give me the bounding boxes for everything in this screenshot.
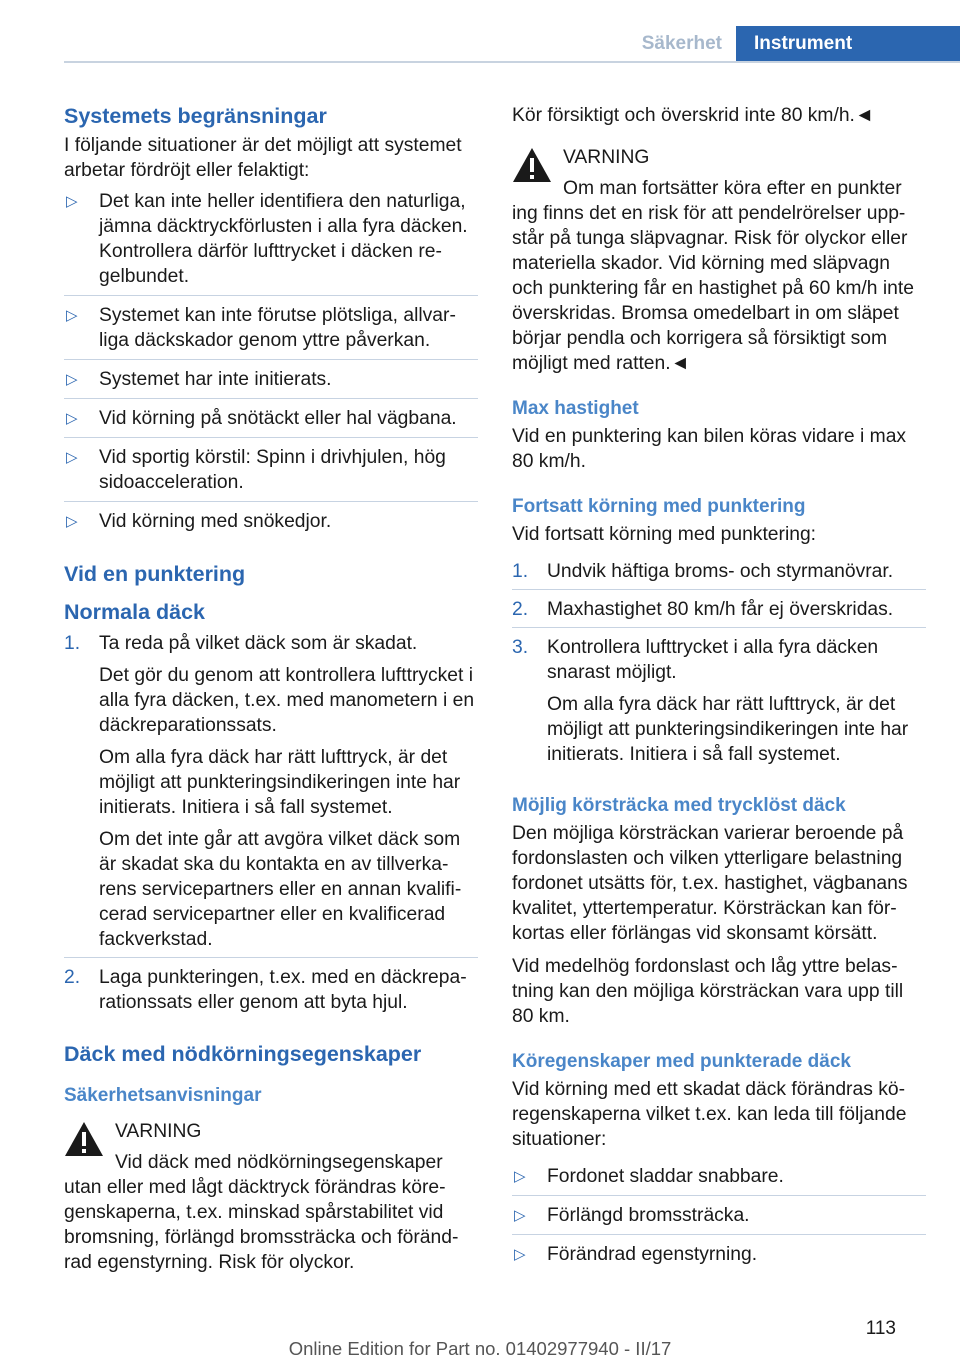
warning-triangle-icon <box>64 1121 104 1157</box>
heading-safety: Säkerhetsanvisningar <box>64 1085 262 1106</box>
header-divider <box>64 61 960 63</box>
continue-steps-list <box>512 559 926 773</box>
warning-text: Vid däck med nödkörningsegenskaper <box>115 1152 443 1173</box>
list-item: ▷ Det kan inte heller identifiera den naturliga, jämna däcktryckförlusten i alla fyra däcken. Kontrollera därför lufttrycket i däcken regelbundet. <box>64 189 478 296</box>
limits-intro: I följande situationer är det möjligt att systemet arbetar fördröjt eller felaktigt: <box>64 135 462 181</box>
list-item: ▷ Fordonet sladdar snabbare. <box>512 1164 926 1196</box>
handling-list <box>512 1164 926 1274</box>
right-column <box>512 101 926 1281</box>
triangle-bullet-icon: ▷ <box>66 513 78 530</box>
tab-sakerhet[interactable]: Säkerhet <box>641 33 722 54</box>
triangle-bullet-icon: ▷ <box>66 193 78 210</box>
max-speed-text: Vid en punktering kan bilen köras vidare i max 80 km/h. <box>512 426 907 472</box>
triangle-bullet-icon: ▷ <box>66 307 78 324</box>
heading-continue-driving: Fortsatt körning med punktering <box>512 496 806 517</box>
heading-possible-distance: Möjlig körsträcka med trycklöst däck <box>512 795 846 816</box>
drive-careful-text: Kör försiktigt och överskrid inte 80 km/h.◄ <box>512 105 874 126</box>
warning-text: Om man fortsätter köra efter en punkter <box>563 178 902 199</box>
numbered-item: 1. Ta reda på vilket däck som är skadat. Det gör du genom att kontrollera lufttrycket i alla fyra däcken, t.ex. med manometern i en däckreparationssats. Om alla fyra däck har rätt lufttryck, är det möjligt att punkteringsindikeringen inte har initierats. Initiera i så fall systemet. Om det inte går att avgöra vilket däck som är skadat ska du kontakta en av tillverkarens servicepartners eller en annan kvalificerad servicepartner eller en kvalificerad fackverkstad. <box>64 631 478 958</box>
triangle-bullet-icon: ▷ <box>66 371 78 388</box>
continue-intro: Vid fortsatt körning med punktering: <box>512 524 817 545</box>
warning-text-rest: ing finns det en risk för att pendelrörelser uppstår på tunga släpvagnar. Risk för olyckor eller materiella skador. Vid körning med släpvagn och punktering får en hastighet på 60 km/h inte överskridas. Bromsa omedelbart in om släpet börjar pendla och korrigera så försiktigt som möjligt med ratten.◄ <box>512 203 914 374</box>
list-item: ▷ Vid körning på snötäckt eller hal vägbana. <box>64 406 478 438</box>
numbered-item: 1. Undvik häftiga broms- och styrmanövrar. <box>512 559 926 590</box>
triangle-bullet-icon: ▷ <box>66 449 78 466</box>
limits-list <box>64 189 478 541</box>
list-item: ▷ Systemet har inte initierats. <box>64 367 478 399</box>
warning-box <box>64 1119 478 1275</box>
list-item: ▷ Vid körning med snökedjor. <box>66 511 332 532</box>
page-number: 113 <box>865 1318 896 1339</box>
heading-normal-tires: Normala däck <box>64 600 206 624</box>
triangle-bullet-icon: ▷ <box>514 1207 526 1224</box>
triangle-bullet-icon: ▷ <box>514 1246 526 1263</box>
warning-box <box>512 145 926 376</box>
normal-steps-list <box>64 631 478 1021</box>
distance-text-2: Vid medelhög fordonslast och låg yttre belastning kan den möjliga körsträckan vara upp till 80 km. <box>512 956 904 1027</box>
distance-text-1: Den möjliga körsträckan varierar beroende på fordonslasten och vilken ytterligare belastning fordonet utsätts för, t.ex. hastighet, vägbanans kvalitet, yttertemperatur. Körsträckan kan förkortas eller förlängas vid skonsamt körsätt. <box>512 823 908 944</box>
numbered-item: 3. Kontrollera lufttrycket i alla fyra däcken snarast möjligt. Om alla fyra däck har rätt lufttryck, är det möjligt att punkteringsindikeringen inte har initierats. Initiera i så fall systemet. <box>512 637 909 765</box>
heading-system-limits: Systemets begränsningar <box>64 104 327 128</box>
warning-triangle-icon <box>512 147 552 183</box>
list-item: ▷ Förlängd bromssträcka. <box>512 1203 926 1235</box>
tab-instrument[interactable]: Instrument <box>736 26 960 62</box>
left-column <box>64 101 478 1275</box>
heading-runflat: Däck med nödkörningsegenskaper <box>64 1042 422 1066</box>
numbered-item: 2. Maxhastighet 80 km/h får ej överskridas. <box>512 597 926 628</box>
triangle-bullet-icon: ▷ <box>66 410 78 427</box>
page-header <box>0 0 960 62</box>
list-item: ▷ Systemet kan inte förutse plötsliga, allvarliga däckskador genom yttre påverkan. <box>64 303 478 360</box>
triangle-bullet-icon: ▷ <box>514 1168 526 1185</box>
warning-label: VARNING <box>563 147 650 168</box>
list-item: ▷ Vid sportig körstil: Spinn i drivhjulen, hög sidoacceleration. <box>64 445 478 502</box>
warning-label: VARNING <box>115 1121 202 1142</box>
warning-text-rest: utan eller med lågt däcktryck förändras köregenskaperna, t.ex. minskad spårstabilitet vid bromsning, förlängd bromssträcka och förändrad egenstyrning. Risk för olyckor. <box>64 1177 459 1273</box>
numbered-item: 2. Laga punkteringen, t.ex. med en däckreparationssats eller genom att byta hjul. <box>64 967 467 1013</box>
page-footer <box>0 1318 960 1358</box>
heading-flat-tire: Vid en punktering <box>64 562 246 586</box>
edition-text: Online Edition for Part no. 01402977940 - II/17 <box>288 1338 672 1359</box>
list-item: ▷ Förändrad egenstyrning. <box>514 1244 758 1265</box>
heading-handling: Köregenskaper med punkterade däck <box>512 1051 851 1072</box>
handling-intro: Vid körning med ett skadat däck förändras köregenskaperna vilket t.ex. kan leda till följande situationer: <box>512 1079 907 1150</box>
heading-max-speed: Max hastighet <box>512 398 639 419</box>
